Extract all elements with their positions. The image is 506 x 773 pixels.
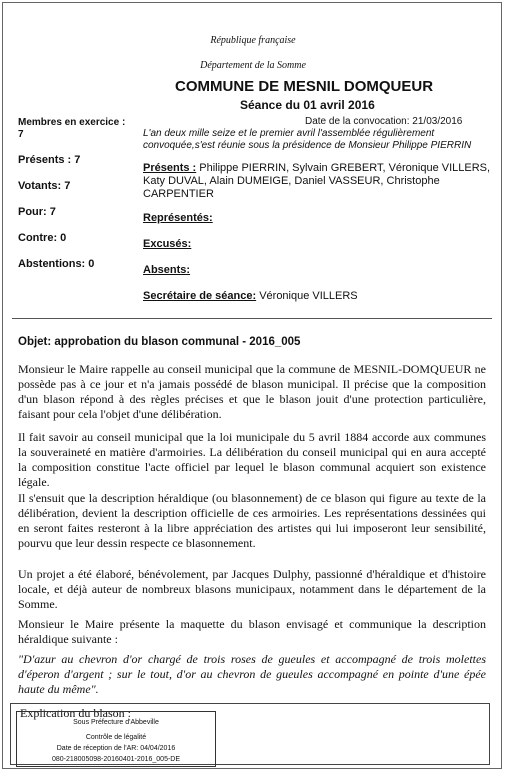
- abstentions-count: Abstentions: 0: [18, 258, 95, 270]
- paragraph-4: Un projet a été élaboré, bénévolement, par Jacques Dulphy, passionné d'héraldique et d'histoire locale, et déjà auteur de nombreux blasons municipaux, notamment dans le département de la Somme.: [18, 567, 486, 611]
- excuses-label: Excusés:: [143, 238, 192, 250]
- intro-line-1: L'an deux mille seize et le premier avril l'assemblée régulièrement: [143, 128, 435, 139]
- pour-count: Pour: 7: [18, 206, 56, 218]
- paragraph-2: Il fait savoir au conseil municipal que la loi municipale du 5 avril 1884 accorde aux communes la souveraineté en matière d'armoiries. La délibération du conseil municipal qui en aura accepté la composition constitue l'acte officiel par lequel le blason communal acquiert son existence légale.: [18, 430, 486, 489]
- absents-label: Absents:: [143, 264, 191, 276]
- convocation-date: Date de la convocation: 21/03/2016: [305, 116, 463, 127]
- presents-line-1: [143, 162, 490, 174]
- heraldic-description: "D'azur au chevron d'or chargé de trois roses de gueules et accompagné de trois molettes d'éperon d'argent ; sur le tout, d'or au chevron de gueules accompagné en pointe d'une épée haute du même".: [18, 652, 486, 696]
- reception-date: Date de réception de l'AR: 04/04/2016: [56, 745, 176, 752]
- paragraph-1: Monsieur le Maire rappelle au conseil municipal que la commune de MESNIL-DOMQUEUR ne possède pas à ce jour et n'a jamais possédé de blason municipal. Il précise que la composition d'un blason répond à des règles précises et que le blason jouit d'une protection particulière, faisant pour cela l'objet d'une délibération.: [18, 362, 486, 421]
- paragraph-5: Monsieur le Maire présente la maquette du blason envisagé et communique la description héraldique suivante :: [18, 617, 486, 646]
- paragraph-3: Il s'ensuit que la description héraldique (ou blasonnement) de ce blason qui figure au texte de la délibération, devient la description officielle de ces armoiries. Les représentations dessinées qui en seront faites resteront à la libre appréciation des artistes qui lui imposeront leur sensibilité, pourvu que leur dessin respecte ce blasonnement.: [18, 491, 486, 550]
- presents-names-1: Philippe PIERRIN, Sylvain GREBERT, Véronique VILLERS,: [196, 162, 491, 174]
- reference-number: 080-218005098-20160401-2016_005-DE: [51, 756, 181, 763]
- department-label: Département de la Somme: [200, 60, 306, 71]
- explication-label: Explication du blason :: [20, 706, 131, 720]
- presents-label: Présents :: [143, 162, 197, 174]
- secretaire-line: [143, 290, 358, 302]
- secretaire-label: Secrétaire de séance:: [143, 290, 257, 302]
- republic-label: République française: [210, 35, 296, 46]
- controle-label: Contrôle de légalité: [85, 734, 147, 741]
- membres-value: 7: [18, 129, 24, 140]
- votants-count: Votants: 7: [18, 180, 71, 192]
- presents-count: Présents : 7: [18, 154, 81, 166]
- intro-line-2: convoquée,s'est réunie sous la présidence de Monsieur Philippe PIERRIN: [143, 140, 472, 151]
- session-date: Séance du 01 avril 2016: [240, 98, 375, 112]
- presents-names-2: Katy DUVAL, Alain DUMEIGE, Daniel VASSEUR, Christophe: [143, 175, 440, 187]
- contre-count: Contre: 0: [18, 232, 67, 244]
- presents-names-3: CARPENTIER: [143, 188, 214, 200]
- commune-title: COMMUNE DE MESNIL DOMQUEUR: [175, 78, 434, 95]
- membres-label: Membres en exercice :: [18, 117, 126, 128]
- representes-label: Représentés:: [143, 212, 213, 224]
- separator-line: [12, 318, 492, 319]
- prefecture-name: Sous Préfecture d'Abbeville: [73, 719, 159, 726]
- object-title: Objet: approbation du blason communal - 2016_005: [18, 336, 301, 348]
- secretaire-name: Véronique VILLERS: [256, 290, 358, 302]
